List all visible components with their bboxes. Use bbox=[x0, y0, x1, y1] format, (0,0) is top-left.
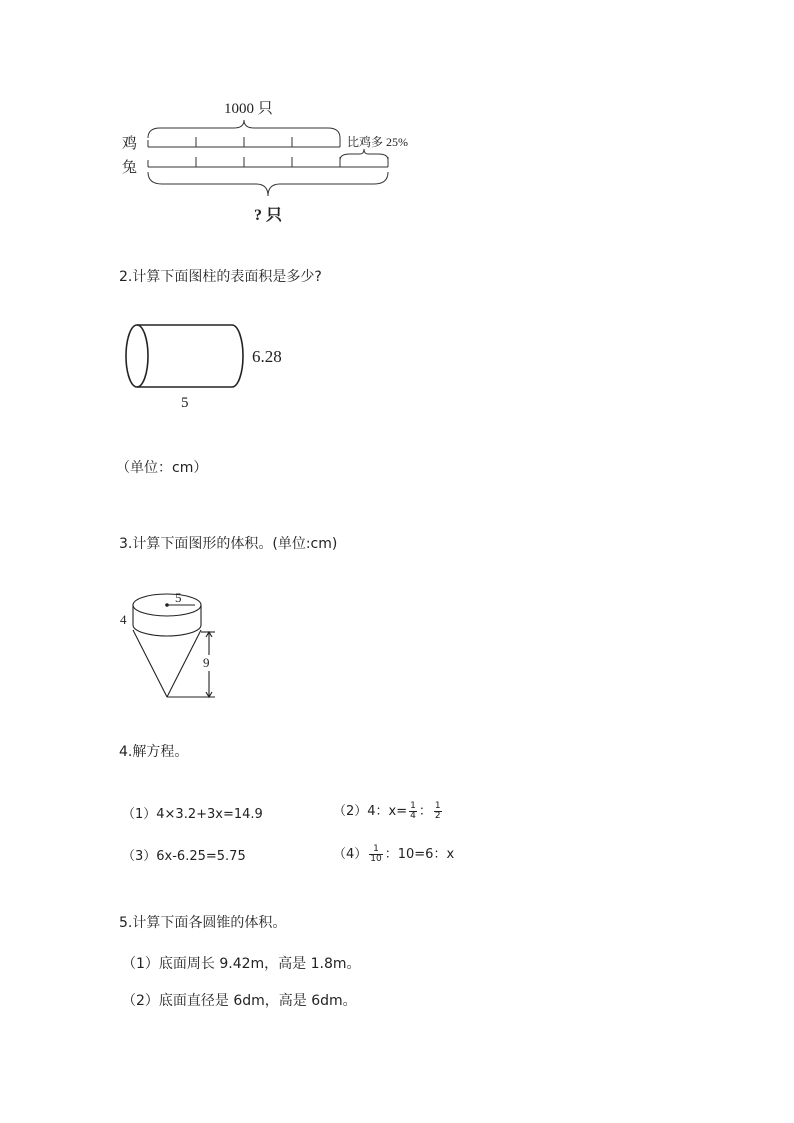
radius-label: 5 bbox=[175, 590, 182, 605]
eq2-colon: ： bbox=[418, 804, 432, 819]
fraction-1-4: $\frac{1}{4}$ bbox=[410, 801, 416, 821]
cone-height-label: 9 bbox=[203, 655, 210, 670]
q3-title: 3.计算下面图形的体积。(单位:cm) bbox=[119, 536, 338, 552]
cylinder-height-label: 4 bbox=[120, 612, 127, 627]
eq4-prefix: （4） bbox=[333, 847, 368, 862]
side-note: 比鸡多 25% bbox=[347, 135, 408, 149]
cylinder-length-label: 5 bbox=[181, 395, 189, 411]
equation-4 bbox=[333, 843, 454, 864]
eq2-prefix: （2）4：x= bbox=[333, 804, 408, 819]
q2-title: 2.计算下面图柱的表面积是多少? bbox=[119, 269, 322, 285]
q4-title: 4.解方程。 bbox=[119, 744, 189, 760]
fraction-1-2: $\frac{1}{2}$ bbox=[434, 801, 441, 821]
rabbit-label: 兔 bbox=[122, 158, 138, 176]
q5-title: 5.计算下面各圆锥的体积。 bbox=[119, 915, 287, 931]
equation-2 bbox=[333, 800, 444, 821]
top-label: 1000 只 bbox=[224, 101, 273, 117]
equation-1: （1）4×3.2+3x=14.9 bbox=[122, 807, 263, 822]
cylinder-height-label: 6.28 bbox=[252, 347, 282, 366]
fraction-1-10: $\frac{1}{10}$ bbox=[370, 844, 382, 864]
q2-unit-note: （单位：cm） bbox=[116, 460, 208, 476]
bottom-label: ? 只 bbox=[254, 207, 283, 224]
chicken-label: 鸡 bbox=[122, 134, 138, 152]
equation-3: （3）6x-6.25=5.75 bbox=[122, 849, 246, 864]
eq4-suffix: ：10=6：x bbox=[384, 847, 455, 862]
q5-item-2: （2）底面直径是 6dm，高是 6dm。 bbox=[122, 993, 357, 1009]
q5-item-1: （1）底面周长 9.42m，高是 1.8m。 bbox=[122, 956, 361, 972]
